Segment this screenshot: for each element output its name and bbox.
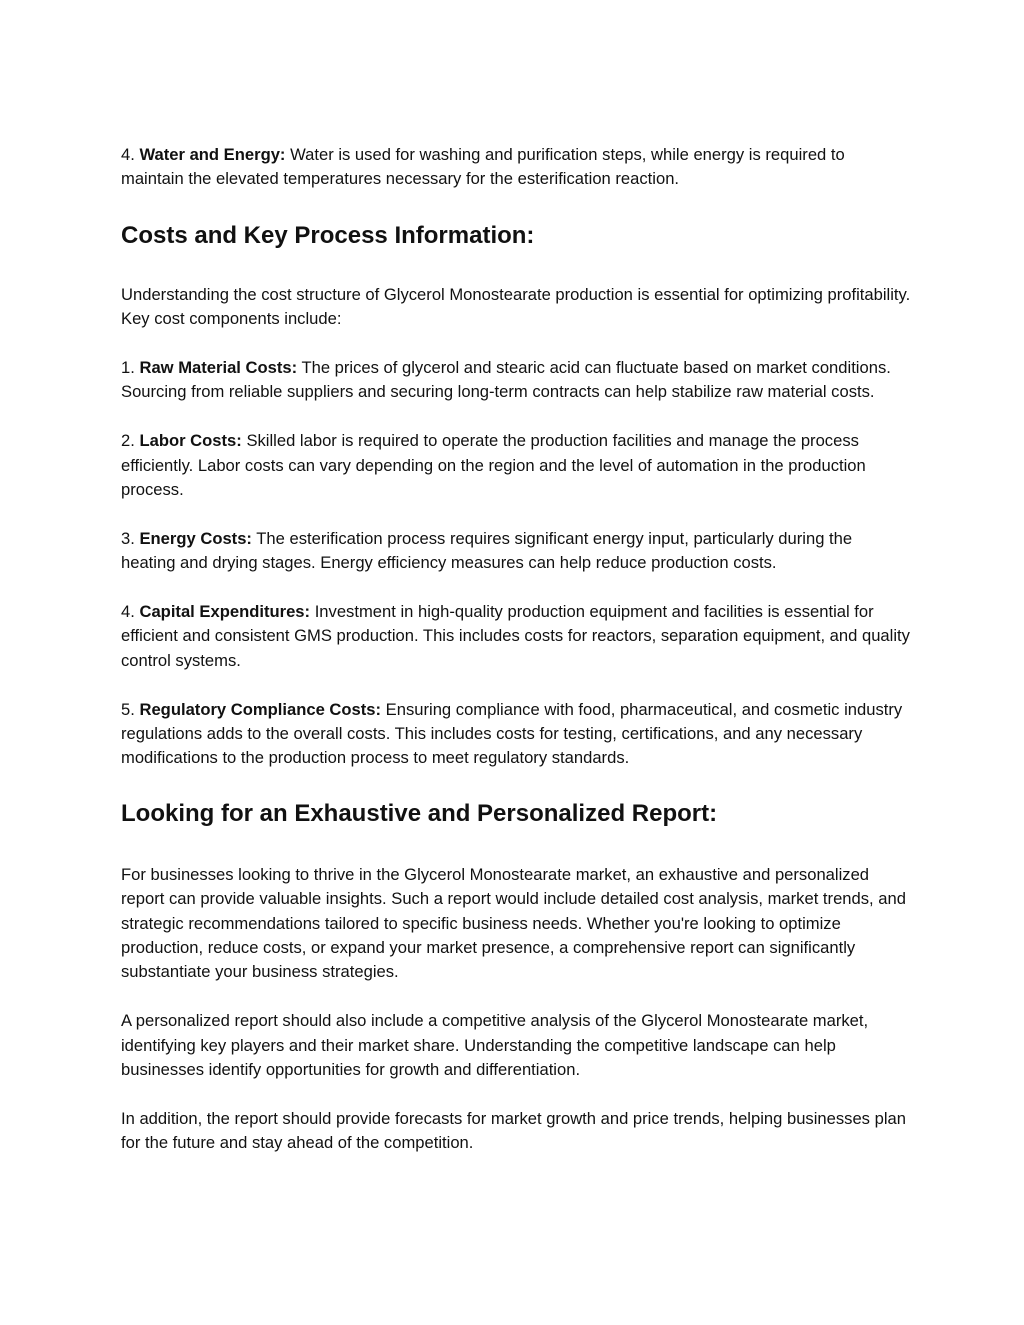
list-item-term: Raw Material Costs: bbox=[139, 358, 298, 378]
report-paragraph: In addition, the report should provide forecasts for market growth and price trends, helping businesses plan for the future and stay ahead of the competition. bbox=[121, 1108, 906, 1153]
list-item-raw-material-costs bbox=[121, 356, 911, 405]
list-item-number: 3. bbox=[121, 528, 135, 548]
list-item-term: Regulatory Compliance Costs: bbox=[139, 699, 382, 719]
list-item-regulatory-compliance-costs bbox=[121, 698, 911, 771]
section-heading-report: Looking for an Exhaustive and Personalized Report: bbox=[121, 799, 718, 827]
list-item-labor-costs bbox=[121, 429, 911, 502]
list-item-capital-expenditures bbox=[121, 600, 911, 673]
list-item-text: Ensuring compliance with food, pharmaceutical, and cosmetic industry regulations adds to the overall costs. This includes costs for testing, certifications, and any necessary modifications to the production process to meet regulatory standards. bbox=[121, 699, 903, 768]
list-item-water-and-energy bbox=[121, 143, 911, 192]
report-paragraph: A personalized report should also include a competitive analysis of the Glycerol Monostearate market, identifying key players and their market share. Understanding the competitive landscape can help businesses identify opportunities for growth and differentiation. bbox=[121, 1011, 869, 1080]
list-item-text: Skilled labor is required to operate the production facilities and manage the process efficiently. Labor costs can vary depending on the region and the level of automation in the production process. bbox=[121, 431, 866, 500]
list-item-term: Energy Costs: bbox=[139, 528, 252, 548]
list-item-number: 4. bbox=[121, 602, 135, 622]
list-item-text: The prices of glycerol and stearic acid can fluctuate based on market conditions. Sourcing from reliable suppliers and securing long-term contracts can help stabilize raw material costs. bbox=[121, 358, 891, 402]
list-item-term: Capital Expenditures: bbox=[139, 602, 311, 622]
list-item-number: 5. bbox=[121, 699, 135, 719]
document-page bbox=[121, 143, 911, 1156]
costs-intro-paragraph: Understanding the cost structure of Glycerol Monostearate production is essential for optimizing profitability. Key cost components include: bbox=[121, 284, 911, 329]
list-item-term: Water and Energy: bbox=[139, 145, 286, 164]
list-item-text: Investment in high-quality production equipment and facilities is essential for efficient and consistent GMS production. This includes costs for reactors, separation equipment, and quality control systems. bbox=[121, 602, 910, 670]
list-item-energy-costs bbox=[121, 527, 911, 576]
list-item-text: The esterification process requires significant energy input, particularly during the heating and drying stages. Energy efficiency measures can help reduce production costs. bbox=[121, 528, 853, 573]
list-item-term: Labor Costs: bbox=[139, 431, 242, 451]
list-item-text: Water is used for washing and purification steps, while energy is required to maintain the elevated temperatures necessary for the esterification reaction. bbox=[121, 145, 845, 189]
list-item-number: 4. bbox=[121, 145, 135, 164]
report-paragraph: For businesses looking to thrive in the Glycerol Monostearate market, an exhaustive and personalized report can provide valuable insights. Such a report would include detailed cost analysis, market trends, and strategic recommendations tailored to specific business needs. Whether you're looking to optimize production, reduce costs, or expand your market presence, a comprehensive report can significantly substantiate your business strategies. bbox=[121, 864, 906, 982]
list-item-number: 2. bbox=[121, 431, 135, 451]
list-item-number: 1. bbox=[121, 358, 135, 378]
section-heading-costs: Costs and Key Process Information: bbox=[121, 221, 535, 249]
